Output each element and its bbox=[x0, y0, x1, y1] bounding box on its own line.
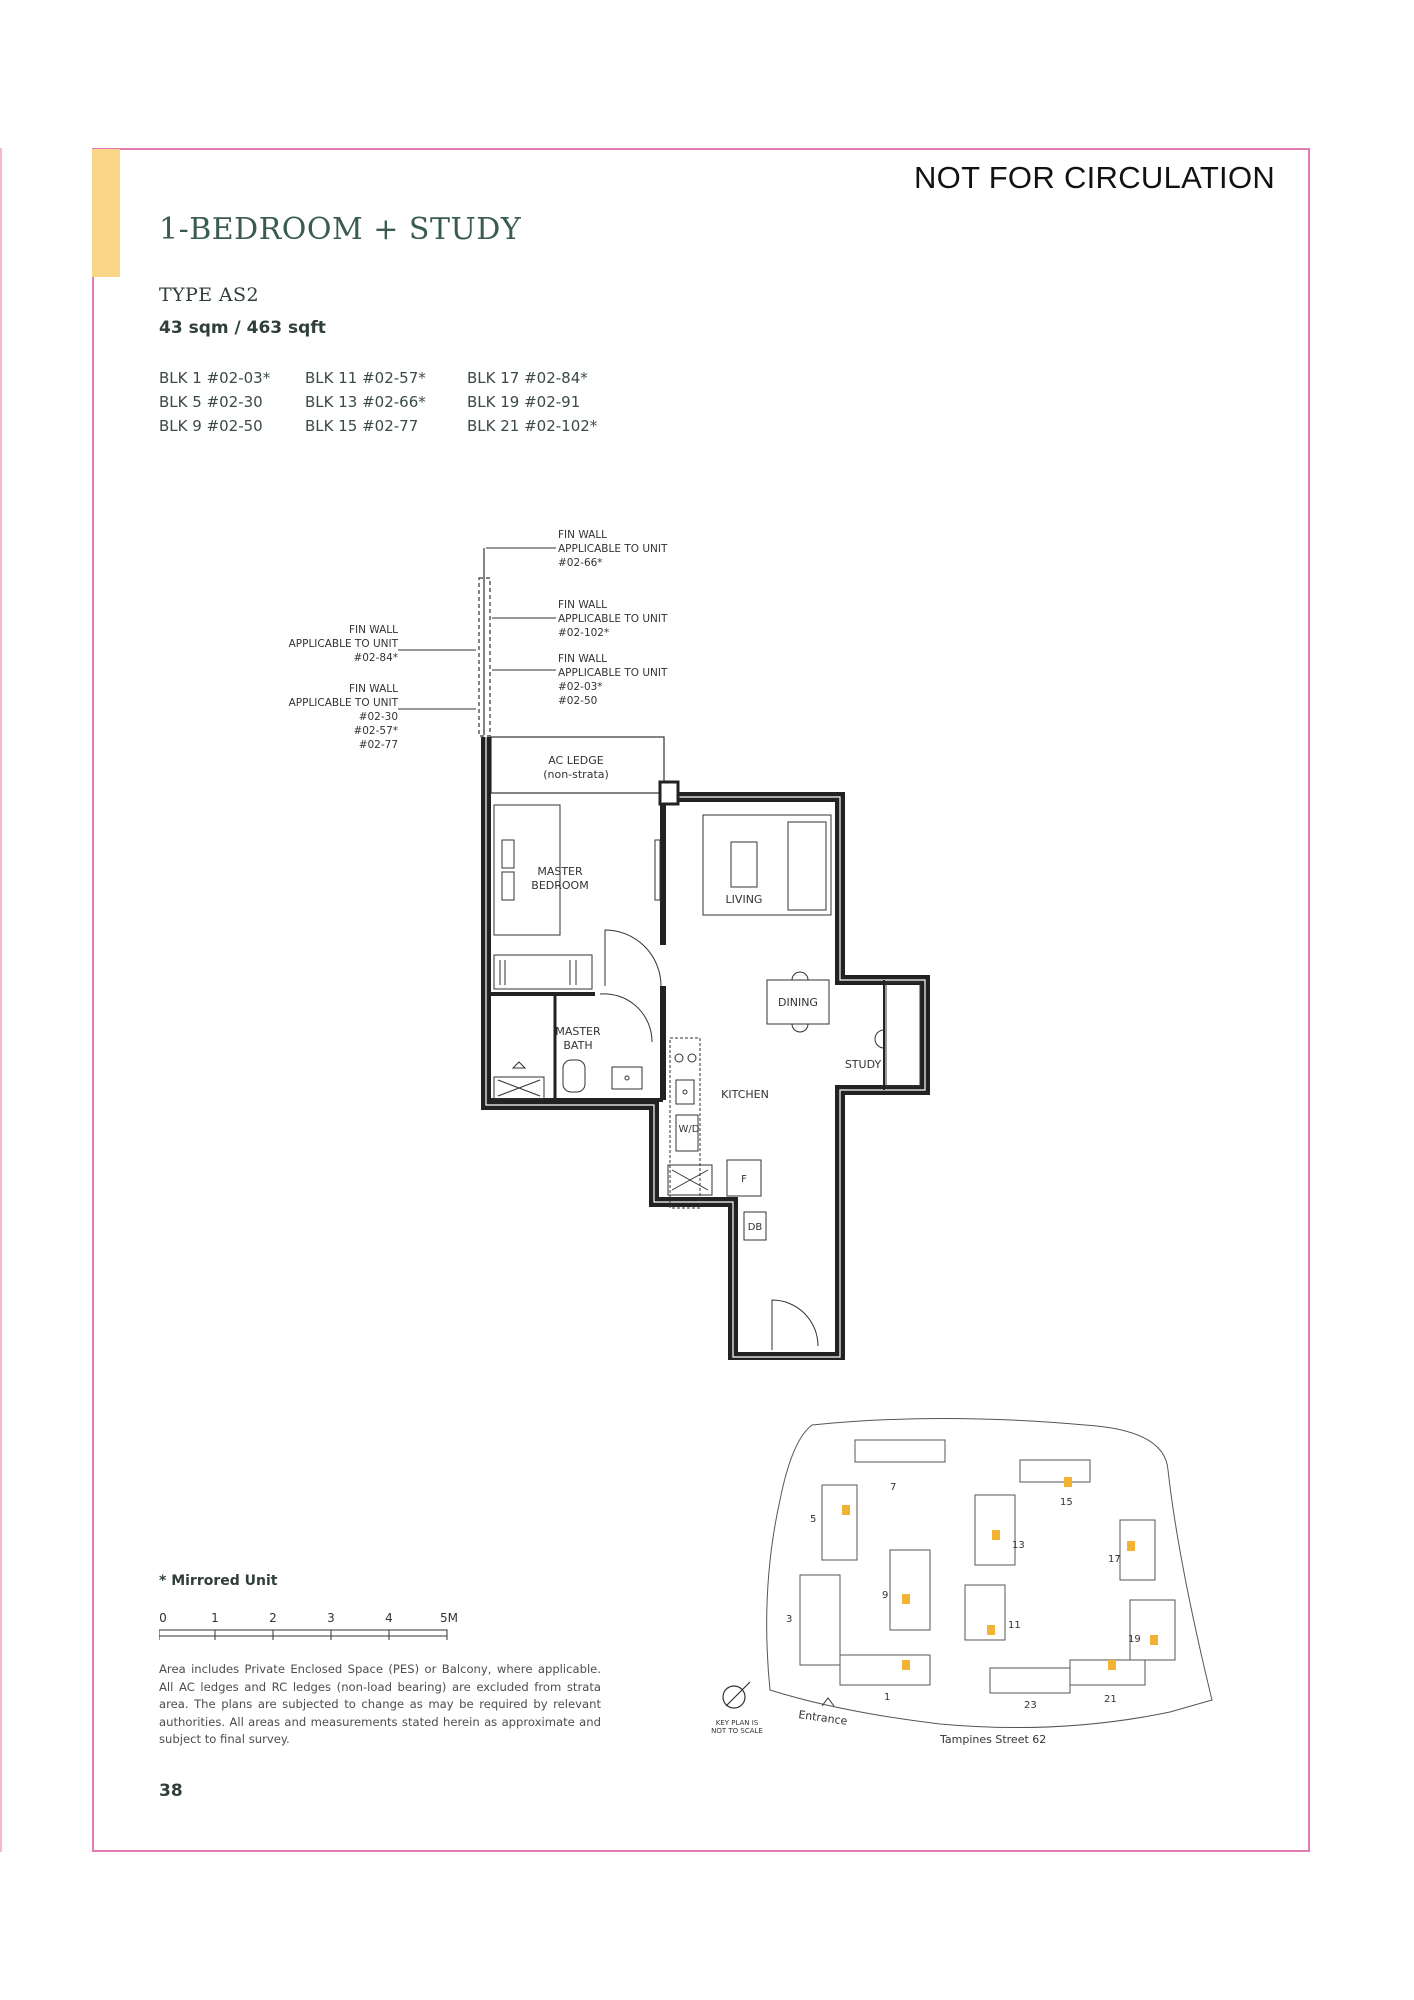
block-label: 15 bbox=[1060, 1497, 1073, 1508]
fin-note-line: APPLICABLE TO UNIT bbox=[288, 638, 398, 650]
master-bedroom-label-2: BEDROOM bbox=[531, 879, 589, 892]
washer-dryer-label: W/D bbox=[678, 1124, 700, 1135]
fridge-label: F bbox=[741, 1174, 747, 1185]
kitchen-label: KITCHEN bbox=[721, 1088, 769, 1101]
page-number: 38 bbox=[159, 1781, 183, 1801]
block-label: 17 bbox=[1108, 1554, 1121, 1565]
block-label: 1 bbox=[884, 1692, 891, 1703]
key-plan bbox=[700, 1405, 1220, 1750]
block-label: 5 bbox=[810, 1514, 817, 1525]
fin-note-line: #02-77 bbox=[358, 739, 398, 751]
unit-walls bbox=[486, 737, 925, 1357]
block-unit: BLK 21 #02-102* bbox=[467, 417, 598, 435]
fin-note-line: #02-30 bbox=[358, 711, 398, 723]
building-blocks bbox=[800, 1440, 1175, 1693]
block-label: 13 bbox=[1012, 1540, 1025, 1551]
scale-tick-label: 2 bbox=[269, 1611, 277, 1625]
master-bath-label-1: MASTER bbox=[555, 1025, 601, 1038]
fin-wall-column bbox=[479, 548, 490, 736]
block-unit: BLK 19 #02-91 bbox=[467, 393, 581, 411]
block-unit: BLK 15 #02-77 bbox=[305, 417, 419, 435]
scale-tick-label: 5M bbox=[440, 1611, 458, 1625]
fin-note-line: #02-57* bbox=[353, 725, 398, 737]
fin-note-line: #02-03* bbox=[558, 681, 603, 693]
entrance-label: Entrance bbox=[797, 1708, 849, 1728]
wardrobe bbox=[494, 955, 592, 989]
floor-plan bbox=[270, 510, 950, 1360]
fin-note-line: APPLICABLE TO UNIT bbox=[558, 543, 668, 555]
block-unit: BLK 17 #02-84* bbox=[467, 369, 588, 387]
dining-label: DINING bbox=[778, 996, 818, 1009]
block-unit: BLK 1 #02-03* bbox=[159, 369, 271, 387]
study-label: STUDY bbox=[844, 1058, 882, 1071]
block-label: 21 bbox=[1104, 1694, 1117, 1705]
unit-title: 1-BEDROOM + STUDY bbox=[159, 212, 522, 247]
entrance-door bbox=[772, 1300, 818, 1350]
unit-block-list bbox=[159, 369, 617, 435]
scale-tick-label: 0 bbox=[159, 1611, 167, 1625]
north-arrow-icon bbox=[723, 1682, 750, 1708]
fin-leader-lines bbox=[398, 548, 556, 709]
master-bedroom-label-1: MASTER bbox=[537, 865, 583, 878]
unit-type: TYPE AS2 bbox=[159, 284, 259, 306]
area-disclaimer: Area includes Private Enclosed Space (PES) or Balcony, where applicable. All AC ledges and RC ledges (non-load bearing) are excluded from strata area. The plans are subjected to change as may be required by relevant authorities. All areas and measurements stated herein as approximate and subject to final survey. bbox=[159, 1662, 601, 1746]
fin-note-line: APPLICABLE TO UNIT bbox=[558, 667, 668, 679]
ac-ledge-note: (non-strata) bbox=[543, 768, 609, 781]
keyplan-note-line: KEY PLAN IS bbox=[715, 1719, 759, 1727]
ac-ledge-label: AC LEDGE bbox=[548, 754, 604, 767]
kitchen-fixtures bbox=[668, 1038, 766, 1240]
keyplan-note-line: NOT TO SCALE bbox=[711, 1727, 763, 1735]
fin-note-line: APPLICABLE TO UNIT bbox=[288, 697, 398, 709]
block-label: 11 bbox=[1008, 1620, 1021, 1631]
living-furniture bbox=[703, 815, 831, 915]
street-label: Tampines Street 62 bbox=[940, 1733, 1047, 1746]
block-unit: BLK 5 #02-30 bbox=[159, 393, 263, 411]
block-label: 23 bbox=[1024, 1700, 1037, 1711]
block-label: 19 bbox=[1128, 1634, 1141, 1645]
master-bath-label-2: BATH bbox=[563, 1039, 593, 1052]
fin-note-line: FIN WALL bbox=[558, 653, 608, 665]
fin-note-line: APPLICABLE TO UNIT bbox=[558, 613, 668, 625]
mirrored-unit-note: * Mirrored Unit bbox=[159, 1573, 278, 1589]
fin-note-line: #02-84* bbox=[353, 652, 398, 664]
fin-note-line: #02-66* bbox=[558, 557, 603, 569]
fin-note-line: #02-102* bbox=[558, 627, 610, 639]
fin-note-line: FIN WALL bbox=[348, 683, 398, 695]
study-desk bbox=[875, 982, 920, 1086]
ac-ledge bbox=[491, 737, 664, 793]
left-margin-rule bbox=[0, 148, 2, 1852]
db-label: DB bbox=[747, 1222, 763, 1233]
circulation-notice: NOT FOR CIRCULATION bbox=[914, 160, 1276, 195]
fin-note-line: FIN WALL bbox=[558, 599, 608, 611]
block-unit: BLK 11 #02-57* bbox=[305, 369, 426, 387]
block-unit: BLK 13 #02-66* bbox=[305, 393, 426, 411]
fin-note-line: FIN WALL bbox=[558, 529, 608, 541]
fin-note-line: #02-50 bbox=[558, 695, 598, 707]
block-unit: BLK 9 #02-50 bbox=[159, 417, 263, 435]
scale-tick-label: 4 bbox=[385, 1611, 393, 1625]
highlighted-units bbox=[842, 1477, 1158, 1670]
title-accent-bar bbox=[92, 149, 120, 277]
scale-tick-label: 3 bbox=[327, 1611, 335, 1625]
block-label: 3 bbox=[786, 1614, 793, 1625]
unit-area: 43 sqm / 463 sqft bbox=[159, 318, 326, 338]
block-label: 9 bbox=[882, 1590, 889, 1601]
living-label: LIVING bbox=[725, 893, 763, 906]
fin-note-line: FIN WALL bbox=[348, 624, 398, 636]
block-label: 7 bbox=[890, 1482, 897, 1493]
block-labels bbox=[786, 1482, 1141, 1711]
scale-bar bbox=[159, 1610, 469, 1650]
scale-tick-label: 1 bbox=[211, 1611, 219, 1625]
